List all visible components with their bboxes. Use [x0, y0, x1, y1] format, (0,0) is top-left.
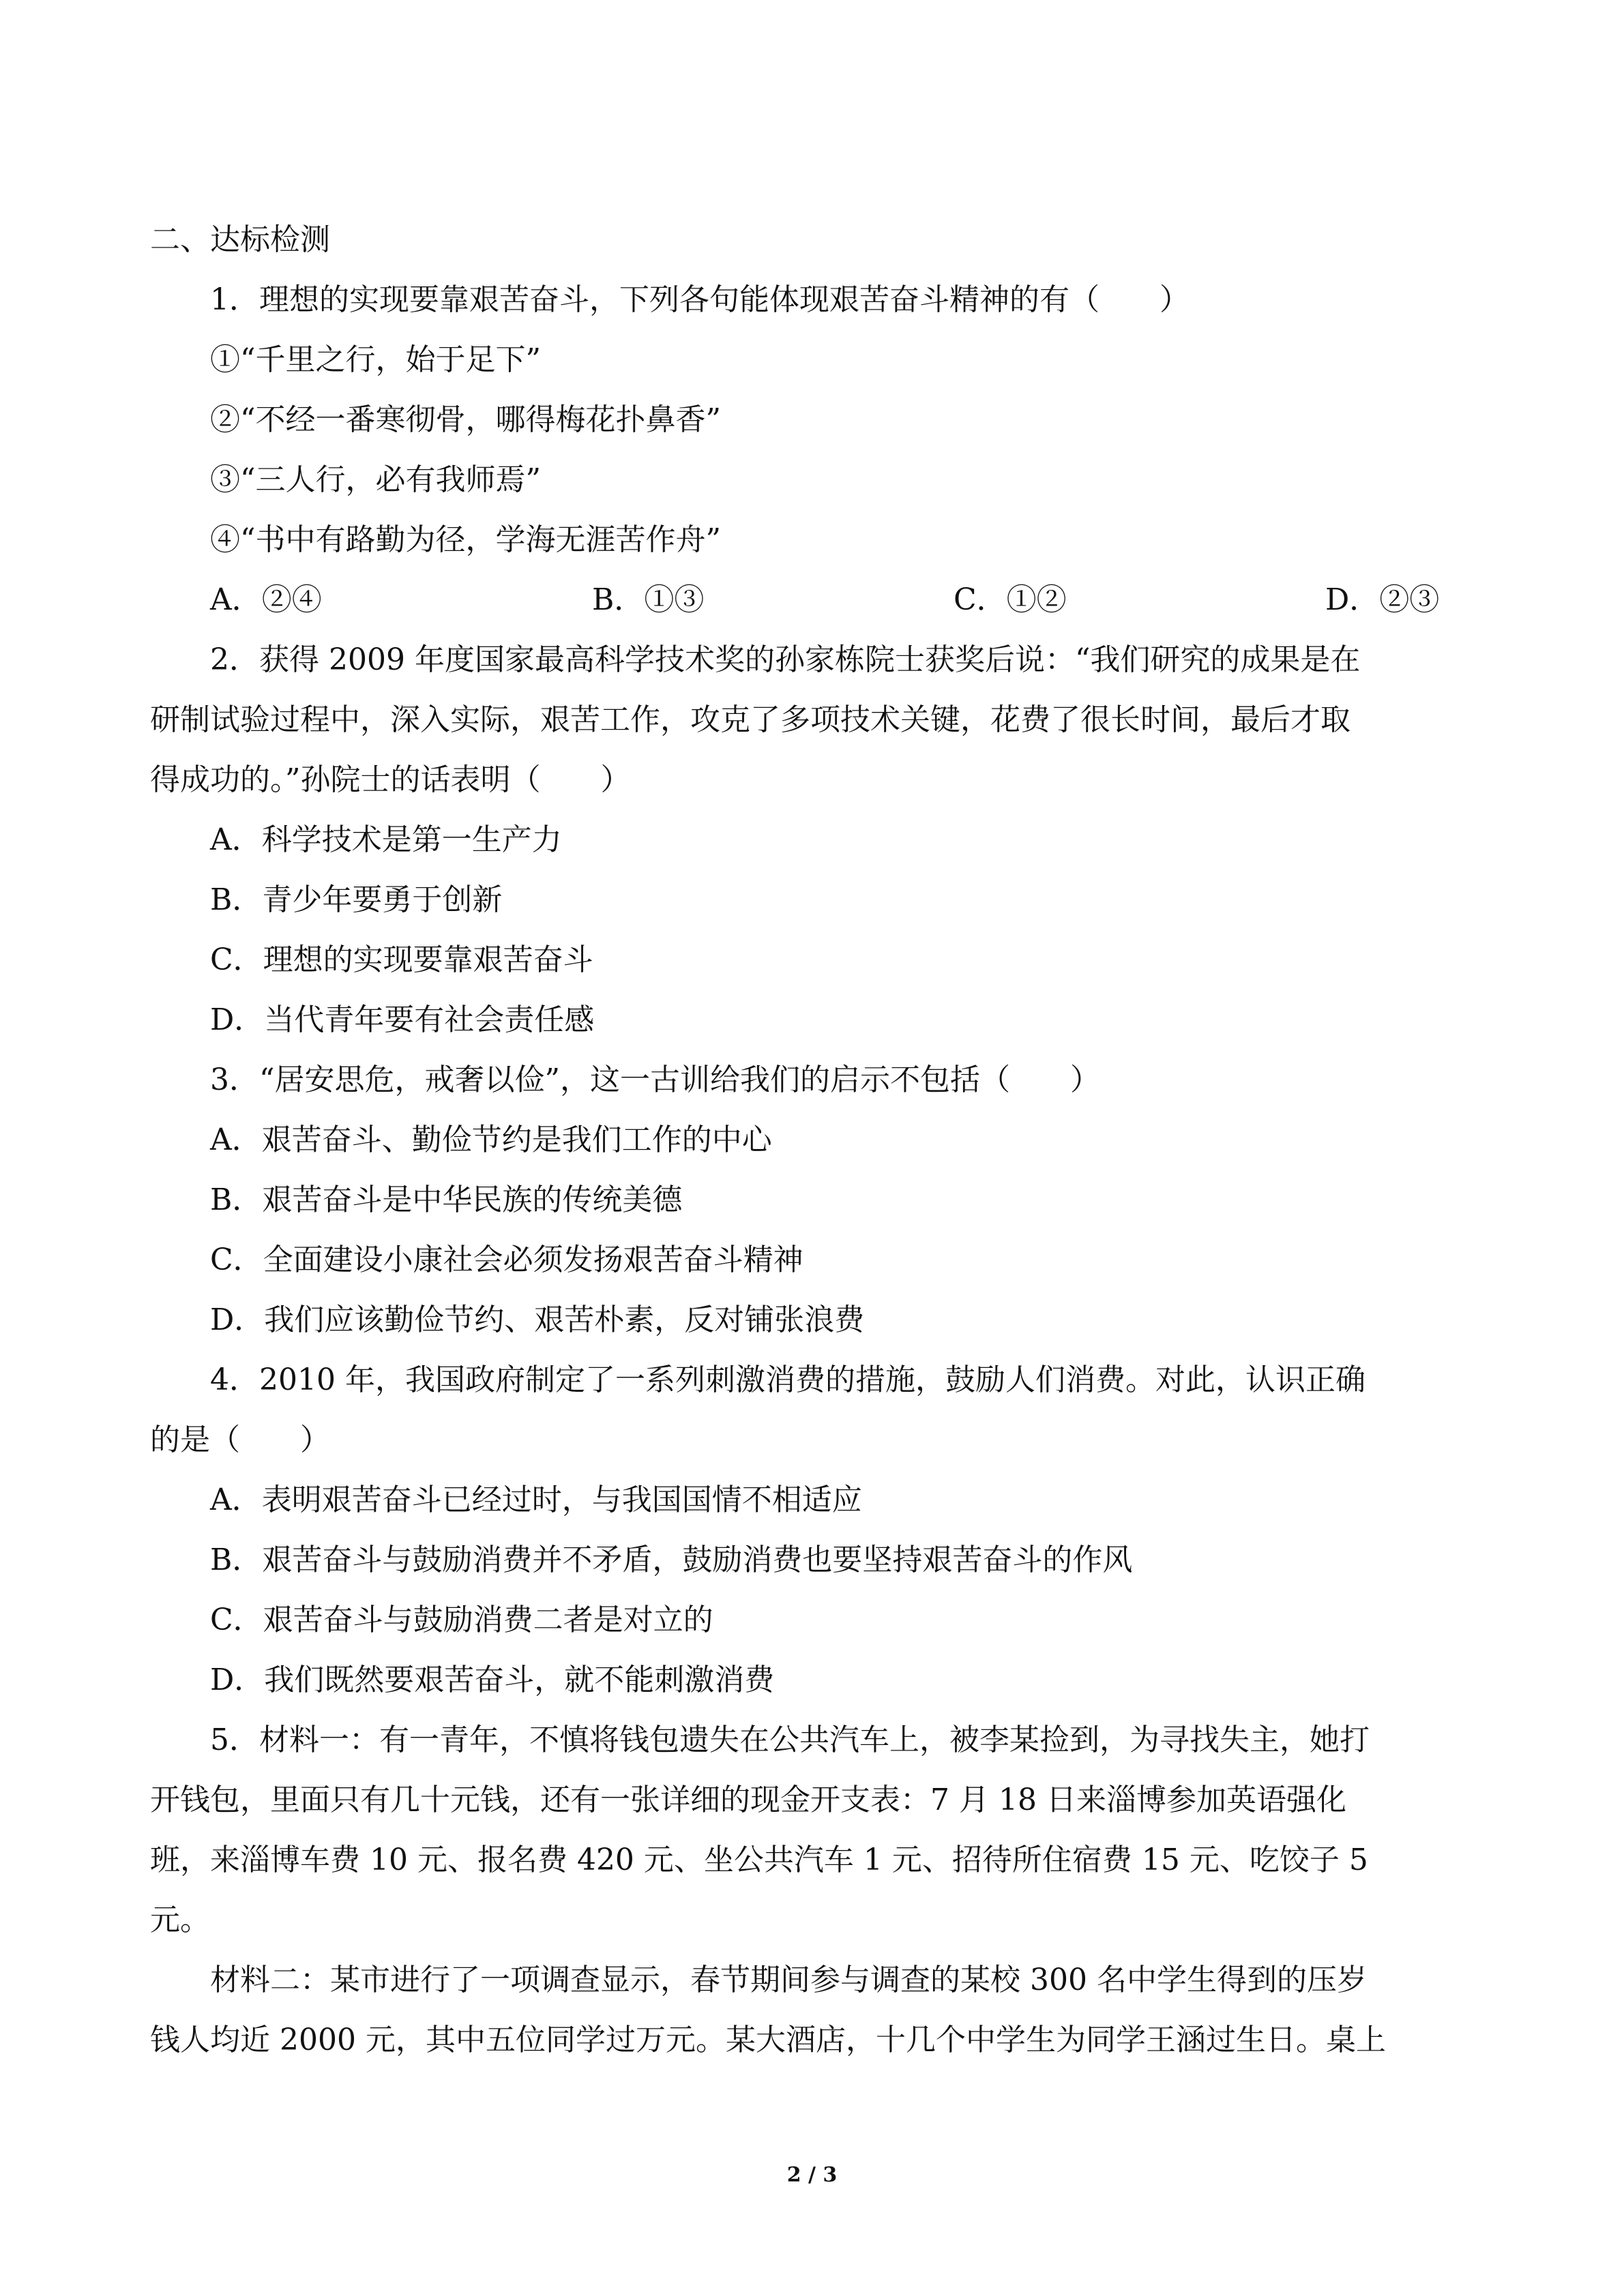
section-heading: 二、达标检测	[150, 222, 330, 257]
option-a: A．科学技术是第一生产力	[210, 822, 562, 857]
question-stem-line: 元。	[150, 1903, 210, 1937]
option-a: A．艰苦奋斗、勤俭节约是我们工作的中心	[210, 1122, 772, 1157]
material-2-line: 材料二：某市进行了一项调查显示，春节期间参与调查的某校 300 名中学生得到的压岁	[210, 1963, 1367, 1997]
option-c: C．理想的实现要靠艰苦奋斗	[210, 942, 593, 977]
question-stem-line: 研制试验过程中，深入实际，艰苦工作，攻克了多项技术关键，花费了很长时间，最后才取	[150, 702, 1350, 737]
question-4	[150, 1350, 1480, 1710]
option-d: D．当代青年要有社会责任感	[210, 1002, 595, 1037]
question-stem-line: 的是（ ）	[150, 1422, 330, 1457]
statement-2: ②“不经一番寒彻骨，哪得梅花扑鼻香”	[210, 402, 721, 437]
statement-1: ①“千里之行，始于足下”	[210, 342, 541, 377]
question-stem-line: 5．材料一：有一青年，不慎将钱包遗失在公共汽车上，被李某捡到，为寻找失主，她打	[210, 1723, 1370, 1757]
option-a: A．②④	[210, 582, 322, 617]
option-d: D．②③	[1325, 582, 1440, 617]
question-stem-line: 1．理想的实现要靠艰苦奋斗，下列各句能体现艰苦奋斗精神的有（ ）	[210, 282, 1190, 317]
option-c: C．全面建设小康社会必须发扬艰苦奋斗精神	[210, 1242, 803, 1277]
question-5	[150, 1710, 1480, 2070]
option-b: B．青少年要勇于创新	[210, 882, 503, 917]
question-stem-line: 开钱包，里面只有几十元钱，还有一张详细的现金开支表：7 月 18 日来淄博参加英语强化	[150, 1783, 1346, 1817]
question-stem-line: 2．获得 2009 年度国家最高科学技术奖的孙家栋院士获奖后说：“我们研究的成果是在	[210, 642, 1361, 677]
page-number: 2 / 3	[786, 2163, 838, 2187]
option-c: C．艰苦奋斗与鼓励消费二者是对立的	[210, 1602, 713, 1637]
question-3	[150, 1050, 1480, 1350]
question-stem-line: 班，来淄博车费 10 元、报名费 420 元、坐公共汽车 1 元、招待所住宿费 15 元、吃饺子 5	[150, 1843, 1368, 1877]
option-b: B．①③	[592, 582, 705, 617]
option-d: D．我们应该勤俭节约、艰苦朴素，反对铺张浪费	[210, 1302, 865, 1337]
statement-4: ④“书中有路勤为径，学海无涯苦作舟”	[210, 522, 721, 557]
question-1	[150, 270, 1480, 630]
document-body	[150, 210, 1480, 2070]
statement-3: ③“三人行，必有我师焉”	[210, 462, 541, 497]
question-2	[150, 630, 1480, 1050]
question-stem-line: 得成功的。”孙院士的话表明（ ）	[150, 762, 631, 797]
material-2-line: 钱人均近 2000 元，其中五位同学过万元。某大酒店，十几个中学生为同学王涵过生日。桌上	[150, 2023, 1386, 2057]
question-stem-line: 4．2010 年，我国政府制定了一系列刺激消费的措施，鼓励人们消费。对此，认识正确	[210, 1362, 1365, 1397]
option-c: C．①②	[954, 582, 1067, 617]
option-b: B．艰苦奋斗是中华民族的传统美德	[210, 1182, 683, 1217]
option-d: D．我们既然要艰苦奋斗，就不能刺激消费	[210, 1663, 775, 1697]
options-row	[150, 570, 1480, 630]
option-a: A．表明艰苦奋斗已经过时，与我国国情不相适应	[210, 1482, 862, 1517]
option-b: B．艰苦奋斗与鼓励消费并不矛盾，鼓励消费也要坚持艰苦奋斗的作风	[210, 1542, 1133, 1577]
question-stem-line: 3．“居安思危，戒奢以俭”，这一古训给我们的启示不包括（ ）	[210, 1062, 1100, 1097]
